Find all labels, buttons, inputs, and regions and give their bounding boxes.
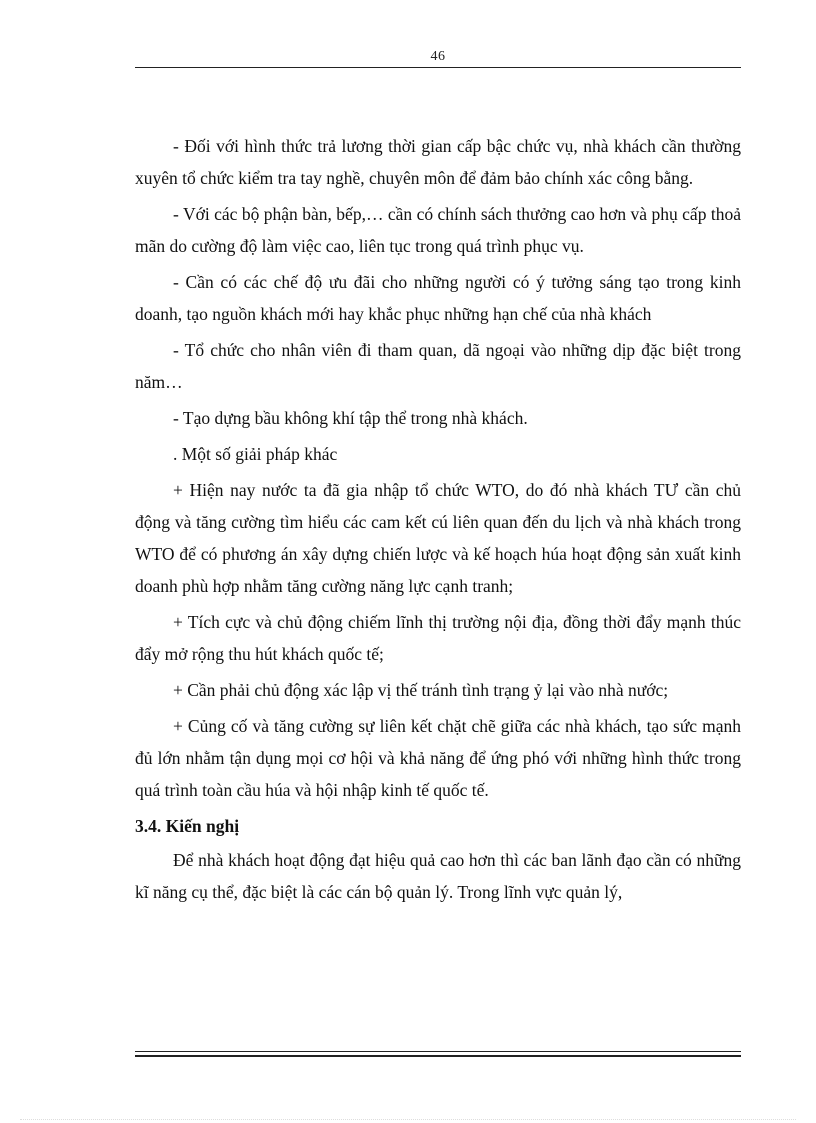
paragraph-domestic-market: + Tích cực và chủ động chiếm lĩnh thị trường nội địa, đồng thời đẩy mạnh thúc đẩy mở rộng thu hút khách quốc tế; [135, 612, 741, 664]
paragraph-wto: + Hiện nay nước ta đã gia nhập tổ chức WTO, do đó nhà khách TƯ cần chủ động và tăng cường tìm hiểu các cam kết cú liên quan đến du lịch và nhà khách trong WTO để có phương án xây dựng chiến lược và kế hoạch húa hoạt động sản xuất kinh doanh phù hợp nhằm tăng cường năng lực cạnh tranh; [135, 480, 741, 596]
page-number: 46 [430, 49, 446, 64]
paragraph-kitchen-bonus: - Với các bộ phận bàn, bếp,… cần có chính sách thưởng cao hơn và phụ cấp thoả mãn do cường độ làm việc cao, liên tục trong quá trình phục vụ. [135, 204, 741, 256]
paragraph-recommendations: Để nhà khách hoạt động đạt hiệu quả cao hơn thì các ban lãnh đạo cần có những kĩ năng cụ thể, đặc biệt là các cán bộ quản lý. Trong lĩnh vực quản lý, [135, 850, 741, 902]
paragraph-self-reliance: + Cần phải chủ động xác lập vị thế tránh tình trạng ỷ lại vào nhà nước; [173, 680, 669, 700]
paragraph-team-atmosphere: - Tạo dựng bầu không khí tập thể trong nhà khách. [173, 408, 528, 428]
paragraph-other-solutions: . Một số giải pháp khác [173, 444, 338, 464]
header-rule [135, 67, 741, 68]
section-heading: 3.4. Kiến nghị [135, 816, 240, 836]
page-bottom-edge [20, 1119, 796, 1120]
footer-double-rule [135, 1051, 741, 1057]
page-body [135, 130, 741, 912]
paragraph-cooperation: + Củng cố và tăng cường sự liên kết chặt chẽ giữa các nhà khách, tạo sức mạnh đủ lớn nhằm tận dụng mọi cơ hội và khả năng để ứng phó với những hình thức trong quá trình toàn cầu húa và hội nhập kinh tế quốc tế. [135, 716, 741, 800]
paragraph-staff-trips: - Tổ chức cho nhân viên đi tham quan, dã ngoại vào những dịp đặc biệt trong năm… [135, 340, 741, 392]
paragraph-salary-grade: - Đối với hình thức trả lương thời gian cấp bậc chức vụ, nhà khách cần thường xuyên tổ chức kiểm tra tay nghề, chuyên môn để đảm bảo chính xác công bằng. [135, 136, 741, 188]
paragraph-creative-incentives: - Cần có các chế độ ưu đãi cho những người có ý tưởng sáng tạo trong kinh doanh, tạo nguồn khách mới hay khắc phục những hạn chế của nhà khách [135, 272, 741, 324]
